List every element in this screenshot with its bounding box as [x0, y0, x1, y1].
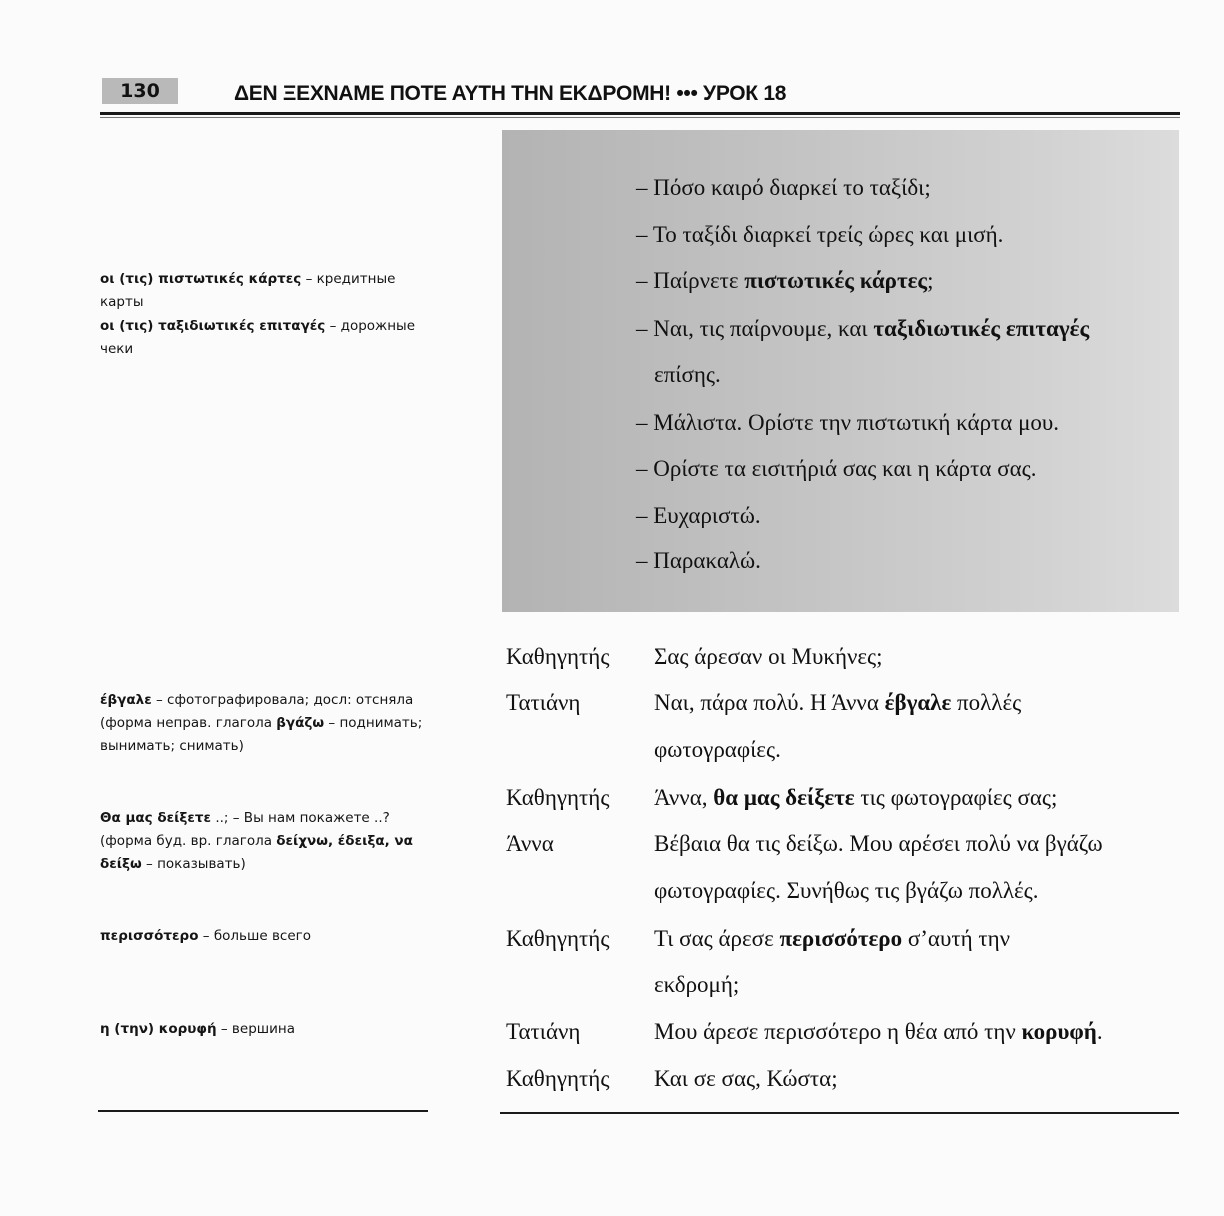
speech-text: Σας άρεσαν οι Μυκήνες;	[654, 644, 883, 669]
speech-text: Μου άρεσε περισσότερο η θέα από την κορυφή.	[654, 1019, 1103, 1044]
glossary-definition: – сфотографировала; досл: отсняла (форма неправ. глагола	[100, 692, 414, 731]
speech-text: Άννα, θα μας δείξετε τις φωτογραφίες σας;	[654, 785, 1058, 810]
vocab-highlight: έβγαλε	[884, 690, 952, 715]
speaker-name: Καθηγητής	[506, 644, 610, 669]
glossary-term: η (την) κορυφή	[100, 1021, 217, 1037]
glossary-definition: – больше всего	[198, 928, 311, 944]
speech-text-cont: φωτογραφίες.	[654, 737, 781, 762]
speaker-name: Άννα	[506, 831, 554, 856]
dialog-line: – Ορίστε τα εισιτήριά σας και η κάρτα σας.	[636, 456, 1037, 481]
glossary-entry-travel-cheques	[100, 315, 425, 361]
dialog-line: – Μάλιστα. Ορίστε την πιστωτική κάρτα μου.	[636, 410, 1060, 435]
footer-rule-left	[98, 1110, 428, 1112]
speaker-name: Καθηγητής	[506, 926, 610, 951]
glossary-term-secondary: βγάζω	[276, 715, 325, 731]
footer-rule-right	[500, 1112, 1179, 1114]
dialog-line: – Παρακαλώ.	[636, 548, 761, 573]
vocab-highlight: ταξιδιωτικές επιταγές	[873, 316, 1090, 341]
speech-text: Τι σας άρεσε περισσότερο σ’αυτή την	[654, 926, 1011, 951]
dialog-line: – Ναι, τις παίρνουμε, και ταξιδιωτικές επιταγές	[636, 316, 1090, 341]
speech-text-cont: φωτογραφίες. Συνήθως τις βγάζω πολλές.	[654, 878, 1039, 903]
dialog-line: – Ευχαριστώ.	[636, 503, 761, 528]
glossary-definition: – дорожные чеки	[100, 318, 416, 357]
glossary-entry-koryfi	[100, 1018, 425, 1041]
glossary-entry-perissotero	[100, 925, 425, 948]
speech-text: Ναι, πάρα πολύ. Η Άννα έβγαλε πολλές	[654, 690, 1022, 715]
vocab-highlight: πιστωτικές κάρτες	[744, 268, 928, 293]
dialog-line: – Πόσο καιρό διαρκεί το ταξίδι;	[636, 175, 931, 200]
glossary-entry-evgale	[100, 689, 425, 758]
glossary-definition: – кредитные карты	[100, 271, 396, 310]
header-rule-thin	[100, 117, 1180, 118]
glossary-entry-deixete	[100, 807, 425, 876]
glossary-term: οι (τις) πιστωτικές κάρτες	[100, 271, 302, 287]
speaker-name: Καθηγητής	[506, 1066, 610, 1091]
speaker-name: Καθηγητής	[506, 785, 610, 810]
glossary-entry-credit-cards	[100, 268, 425, 314]
dialog-line: – Παίρνετε πιστωτικές κάρτες;	[636, 268, 934, 293]
glossary-term: οι (τις) ταξιδιωτικές επιταγές	[100, 318, 326, 334]
speech-text-cont: εκδρομή;	[654, 972, 740, 997]
glossary-term: έβγαλε	[100, 692, 152, 708]
speaker-name: Τατιάνη	[506, 1019, 581, 1044]
vocab-highlight: θα μας δείξετε	[713, 785, 855, 810]
speech-text: Βέβαια θα τις δείξω. Μου αρέσει πολύ να βγάζω	[654, 831, 1103, 856]
glossary-definition: – вершина	[216, 1021, 295, 1037]
vocab-highlight: κορυφή	[1021, 1019, 1097, 1044]
glossary-definition: ..; – Вы нам покажете ..? (форма буд. вр. глагола	[100, 810, 390, 849]
dialog-line-cont: επίσης.	[654, 362, 721, 387]
glossary-term: περισσότερο	[100, 928, 199, 944]
dialog-box	[502, 130, 1179, 612]
glossary-definition-cont: – показывать)	[141, 856, 246, 872]
chapter-header: ΔΕΝ ΞΕΧΝΑΜΕ ΠΟΤΕ ΑΥΤΗ ΤΗΝ ΕΚΔΡΟΜΗ! ••• УРОК 18	[234, 82, 787, 105]
glossary-term: Θα μας δείξετε	[100, 810, 212, 826]
speech-text: Και σε σας, Κώστα;	[654, 1066, 838, 1091]
glossary-definition-cont: – поднимать; вынимать; снимать)	[100, 715, 423, 754]
page-number: 130	[102, 78, 178, 104]
header-rule	[100, 112, 1180, 115]
glossary-term-secondary: δείχνω, έδειξα, να δείξω	[100, 833, 413, 872]
speaker-name: Τατιάνη	[506, 690, 581, 715]
vocab-highlight: περισσότερο	[779, 926, 903, 951]
dialog-line: – Το ταξίδι διαρκεί τρείς ώρες και μισή.	[636, 222, 1004, 247]
